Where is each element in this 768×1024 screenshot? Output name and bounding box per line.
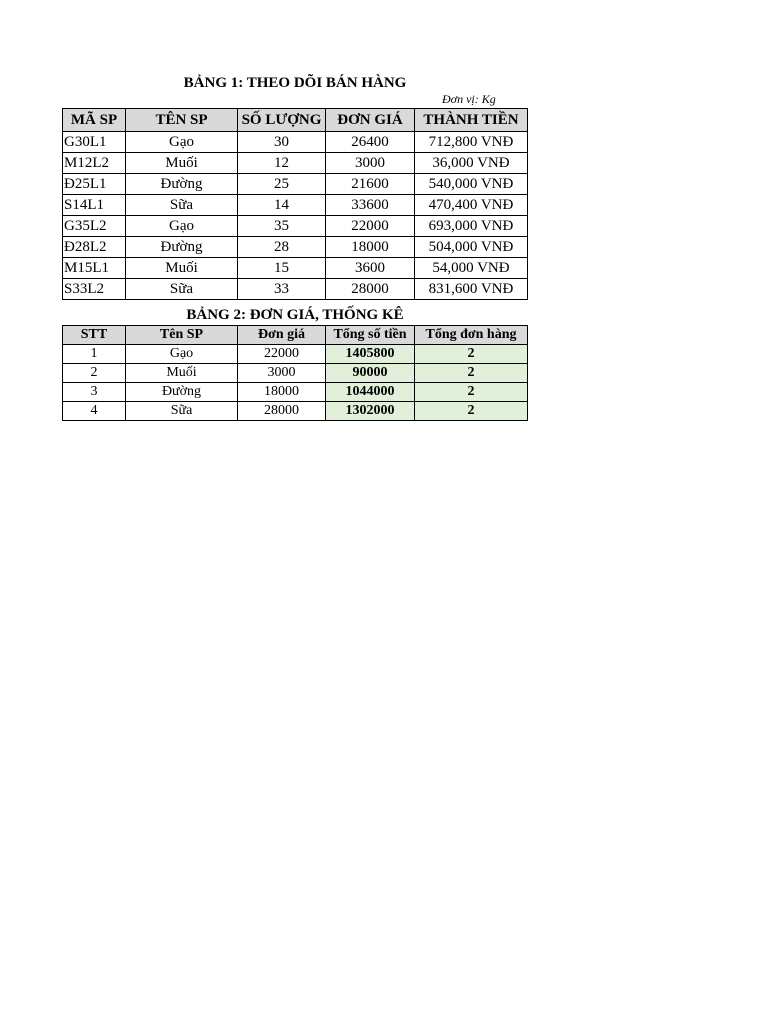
cell-don-gia[interactable]: 22000 xyxy=(326,216,415,237)
cell-so-luong[interactable]: 14 xyxy=(238,195,326,216)
header-ten-sp[interactable]: TÊN SP xyxy=(126,109,238,132)
cell-don-gia[interactable]: 3600 xyxy=(326,258,415,279)
table-row xyxy=(63,132,528,153)
cell-ten-sp[interactable]: Sữa xyxy=(126,402,238,421)
table-row xyxy=(63,237,528,258)
cell-don-gia[interactable]: 26400 xyxy=(326,132,415,153)
cell-tong-so-tien[interactable]: 1405800 xyxy=(326,345,415,364)
cell-thanh-tien[interactable]: 693,000 VNĐ xyxy=(415,216,528,237)
cell-don-gia[interactable]: 21600 xyxy=(326,174,415,195)
cell-ten-sp[interactable]: Muối xyxy=(126,153,238,174)
table-row xyxy=(63,364,528,383)
cell-don-gia[interactable]: 3000 xyxy=(238,364,326,383)
table-row xyxy=(63,216,528,237)
cell-ten-sp[interactable]: Muối xyxy=(126,364,238,383)
cell-so-luong[interactable]: 30 xyxy=(238,132,326,153)
table-row xyxy=(63,153,528,174)
cell-so-luong[interactable]: 12 xyxy=(238,153,326,174)
cell-don-gia[interactable]: 3000 xyxy=(326,153,415,174)
header-don-gia[interactable]: Đơn giá xyxy=(238,326,326,345)
cell-ten-sp[interactable]: Sữa xyxy=(126,279,238,300)
cell-thanh-tien[interactable]: 36,000 VNĐ xyxy=(415,153,528,174)
cell-ma-sp[interactable]: S33L2 xyxy=(63,279,126,300)
price-statistics-table xyxy=(62,325,528,421)
table-row xyxy=(63,345,528,364)
cell-so-luong[interactable]: 35 xyxy=(238,216,326,237)
cell-thanh-tien[interactable]: 54,000 VNĐ xyxy=(415,258,528,279)
table-row xyxy=(63,383,528,402)
cell-don-gia[interactable]: 28000 xyxy=(326,279,415,300)
unit-note: Đơn vị: Kg xyxy=(442,92,496,106)
table2-title: BẢNG 2: ĐƠN GIÁ, THỐNG KÊ xyxy=(186,307,404,323)
cell-thanh-tien[interactable]: 712,800 VNĐ xyxy=(415,132,528,153)
table1-title: BẢNG 1: THEO DÕI BÁN HÀNG xyxy=(183,75,407,91)
cell-so-luong[interactable]: 33 xyxy=(238,279,326,300)
cell-ma-sp[interactable]: Đ28L2 xyxy=(63,237,126,258)
table-row xyxy=(63,402,528,421)
cell-tong-don-hang[interactable]: 2 xyxy=(415,383,528,402)
cell-ten-sp[interactable]: Đường xyxy=(126,174,238,195)
header-tong-so-tien[interactable]: Tổng số tiền xyxy=(326,326,415,345)
cell-ma-sp[interactable]: Đ25L1 xyxy=(63,174,126,195)
cell-so-luong[interactable]: 28 xyxy=(238,237,326,258)
cell-ma-sp[interactable]: S14L1 xyxy=(63,195,126,216)
header-don-gia[interactable]: ĐƠN GIÁ xyxy=(326,109,415,132)
cell-ten-sp[interactable]: Đường xyxy=(126,237,238,258)
cell-stt[interactable]: 2 xyxy=(63,364,126,383)
header-thanh-tien[interactable]: THÀNH TIỀN xyxy=(415,109,528,132)
cell-don-gia[interactable]: 33600 xyxy=(326,195,415,216)
cell-ten-sp[interactable]: Muối xyxy=(126,258,238,279)
cell-stt[interactable]: 4 xyxy=(63,402,126,421)
header-so-luong[interactable]: SỐ LƯỢNG xyxy=(238,109,326,132)
header-ten-sp[interactable]: Tên SP xyxy=(126,326,238,345)
sales-tracking-table xyxy=(62,108,528,300)
cell-stt[interactable]: 1 xyxy=(63,345,126,364)
cell-ma-sp[interactable]: G35L2 xyxy=(63,216,126,237)
cell-ten-sp[interactable]: Gạo xyxy=(126,345,238,364)
cell-don-gia[interactable]: 22000 xyxy=(238,345,326,364)
cell-tong-so-tien[interactable]: 1044000 xyxy=(326,383,415,402)
table-row xyxy=(63,174,528,195)
table-row xyxy=(63,279,528,300)
cell-tong-don-hang[interactable]: 2 xyxy=(415,345,528,364)
cell-ma-sp[interactable]: G30L1 xyxy=(63,132,126,153)
cell-ma-sp[interactable]: M15L1 xyxy=(63,258,126,279)
header-ma-sp[interactable]: MÃ SP xyxy=(63,109,126,132)
cell-stt[interactable]: 3 xyxy=(63,383,126,402)
cell-so-luong[interactable]: 15 xyxy=(238,258,326,279)
cell-ten-sp[interactable]: Gạo xyxy=(126,216,238,237)
table2-header-row xyxy=(63,326,528,345)
cell-tong-don-hang[interactable]: 2 xyxy=(415,364,528,383)
cell-thanh-tien[interactable]: 540,000 VNĐ xyxy=(415,174,528,195)
header-tong-don-hang[interactable]: Tổng đơn hàng xyxy=(415,326,528,345)
cell-ten-sp[interactable]: Sữa xyxy=(126,195,238,216)
cell-thanh-tien[interactable]: 470,400 VNĐ xyxy=(415,195,528,216)
cell-tong-so-tien[interactable]: 1302000 xyxy=(326,402,415,421)
cell-thanh-tien[interactable]: 831,600 VNĐ xyxy=(415,279,528,300)
cell-ten-sp[interactable]: Gạo xyxy=(126,132,238,153)
table-row xyxy=(63,195,528,216)
cell-don-gia[interactable]: 28000 xyxy=(238,402,326,421)
cell-ten-sp[interactable]: Đường xyxy=(126,383,238,402)
cell-so-luong[interactable]: 25 xyxy=(238,174,326,195)
cell-thanh-tien[interactable]: 504,000 VNĐ xyxy=(415,237,528,258)
cell-tong-so-tien[interactable]: 90000 xyxy=(326,364,415,383)
cell-ma-sp[interactable]: M12L2 xyxy=(63,153,126,174)
cell-don-gia[interactable]: 18000 xyxy=(326,237,415,258)
cell-tong-don-hang[interactable]: 2 xyxy=(415,402,528,421)
table-row xyxy=(63,258,528,279)
cell-don-gia[interactable]: 18000 xyxy=(238,383,326,402)
header-stt[interactable]: STT xyxy=(63,326,126,345)
table1-header-row xyxy=(63,109,528,132)
